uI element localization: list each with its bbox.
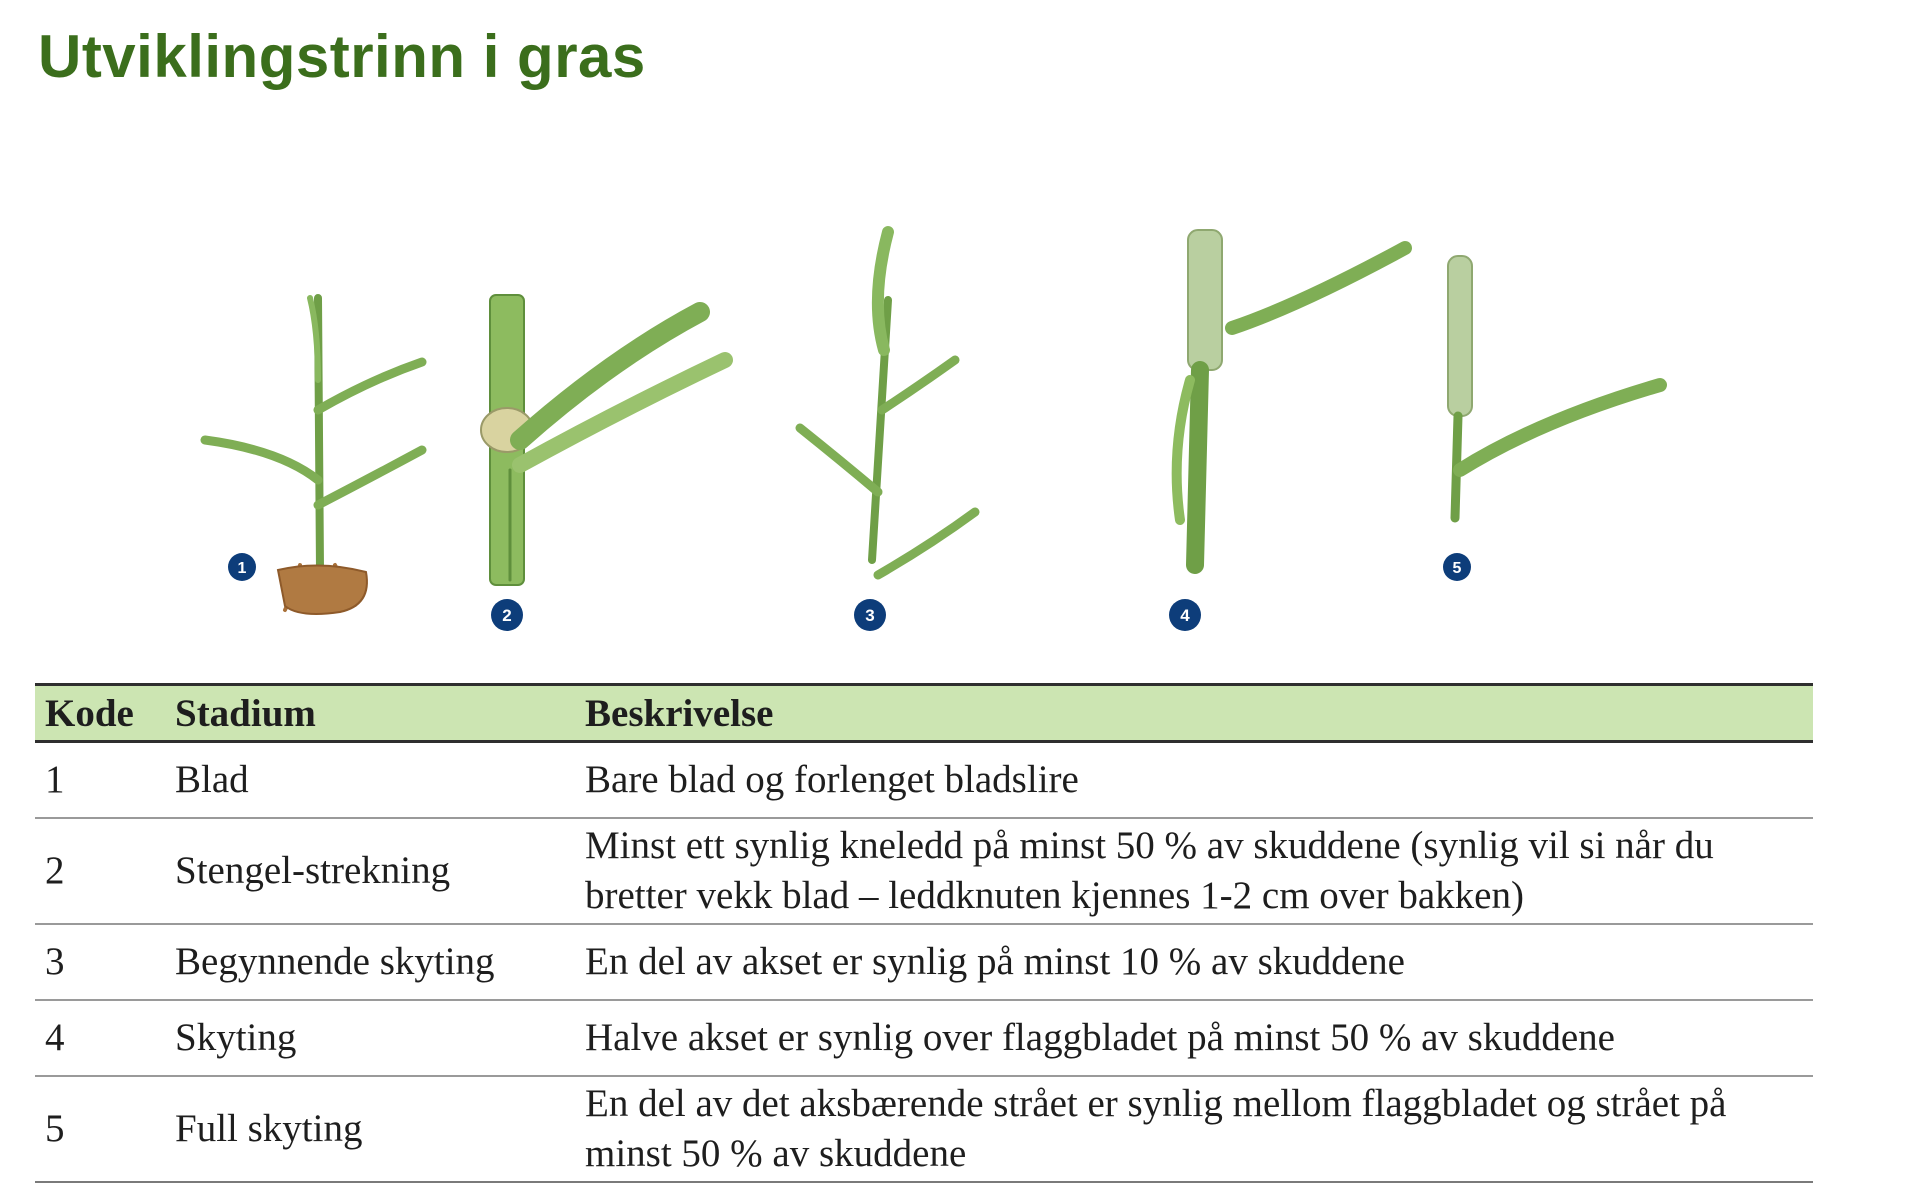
cell-beskrivelse: Halve akset er synlig over flaggbladet på minst 50 % av skuddene [575, 1000, 1813, 1076]
stage-5-plant [1448, 256, 1660, 518]
stage-2-plant [481, 295, 725, 585]
cell-beskrivelse: Bare blad og forlenget bladslire [575, 742, 1813, 819]
svg-text:2: 2 [502, 606, 512, 625]
table-row [35, 924, 1813, 1000]
svg-text:3: 3 [865, 606, 875, 625]
cell-stadium: Begynnende skyting [165, 924, 575, 1000]
svg-text:5: 5 [1452, 560, 1462, 577]
cell-beskrivelse: En del av akset er synlig på minst 10 % av skuddene [575, 924, 1813, 1000]
header-kode: Kode [35, 685, 165, 742]
table-row [35, 742, 1813, 819]
cell-stadium: Full skyting [165, 1076, 575, 1182]
grass-stages-illustration [170, 220, 1670, 650]
cell-stadium: Skyting [165, 1000, 575, 1076]
stage-marker-4 [1169, 599, 1201, 631]
cell-stadium: Blad [165, 742, 575, 819]
page-title: Utviklingstrinn i gras [38, 23, 646, 90]
stage-marker-5 [1443, 553, 1471, 581]
cell-kode: 3 [35, 924, 165, 1000]
cell-beskrivelse: Minst ett synlig kneledd på minst 50 % av skuddene (synlig vil si når du bretter vekk blad – leddknuten kjennes 1-2 cm over bakken) [575, 818, 1813, 924]
stage-4-plant [1177, 230, 1405, 565]
stage-marker-2 [491, 599, 523, 631]
table-row [35, 818, 1813, 924]
table-row [35, 1076, 1813, 1182]
cell-kode: 1 [35, 742, 165, 819]
cell-kode: 2 [35, 818, 165, 924]
stage-table [35, 683, 1813, 1183]
svg-text:1: 1 [237, 560, 247, 577]
svg-text:4: 4 [1180, 606, 1190, 625]
cell-kode: 5 [35, 1076, 165, 1182]
cell-stadium: Stengel-strekning [165, 818, 575, 924]
header-stadium: Stadium [165, 685, 575, 742]
table-row [35, 1000, 1813, 1076]
stage-marker-3 [854, 599, 886, 631]
header-beskrivelse: Beskrivelse [575, 685, 1813, 742]
stage-3-plant [800, 232, 975, 575]
stage-marker-1 [228, 553, 256, 581]
table-header-row [35, 685, 1813, 742]
cell-kode: 4 [35, 1000, 165, 1076]
cell-beskrivelse: En del av det aksbærende strået er synlig mellom flaggbladet og strået på minst 50 % av skuddene [575, 1076, 1813, 1182]
